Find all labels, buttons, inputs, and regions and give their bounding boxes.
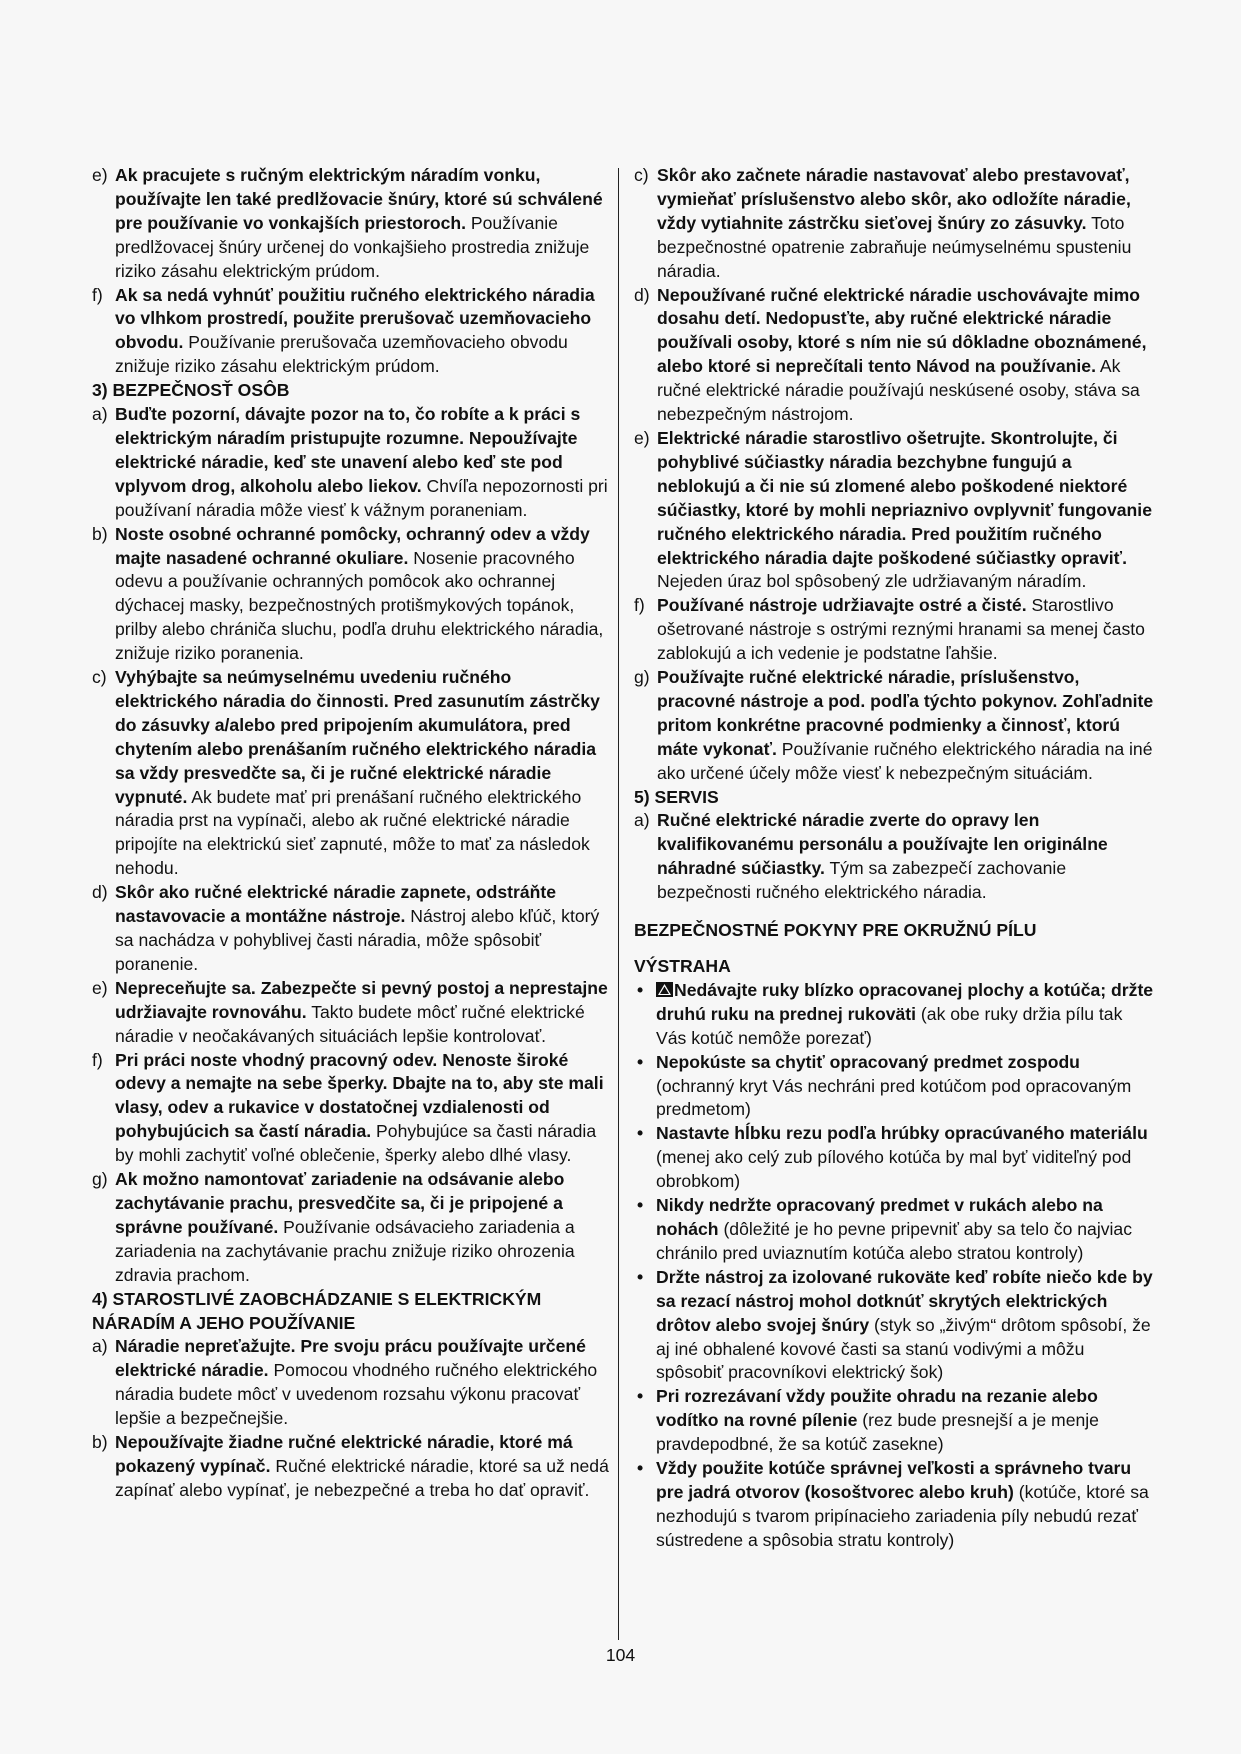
right-column [634, 164, 1154, 1553]
bullet-item: • Nikdy nedržte opracovaný predmet v rukách alebo na nohách (dôležité je ho pevne pripevniť aby sa telo čo najviac chránilo pred uviaznutím kotúča alebo stratou kontroly) [637, 1195, 1133, 1263]
item-c-unintentional-start: c) Vyhýbajte sa neúmyselnému uvedeniu ručného elektrického náradia do činnosti. Pred zasunutím zástrčky do zásuvky a/alebo pred pripojením akumulátora, pred chytením alebo prenášaním ručného elektrického náradia sa vždy presvedčte sa, či je ručné elektrické náradie vypnuté. Ak budete mať pri prenášaní ručného elektrického náradia prst na vypínači, alebo ak ručné elektrické náradie pripojíte na elektrickú sieť zapnuté, môže to mať za následok nehodu. [92, 667, 600, 879]
section-title-circular-saw: BEZPEČNOSTNÉ POKYNY PRE OKRUŽNÚ PÍLU [634, 920, 1037, 941]
item-a-service: a) Ručné elektrické náradie zverte do opravy len kvalifikovanému personálu a používajte len originálne náhradné súčiastky. Tým sa zabezpečí zachovanie bezpečnosti ručného elektrického náradia. [634, 810, 1108, 903]
item-a-no-overload: a) Náradie nepreťažujte. Pre svoju prácu používajte určené elektrické náradie. Pomocou vhodného ručného elektrického náradia budete môcť v uvedenom rozsahu výkonu pracovať lepšie a bezpečnejšie. [92, 1336, 598, 1429]
section-heading-service: 5) SERVIS [634, 786, 719, 807]
bullet-item: • Nepokúste sa chytiť opracovaný predmet zospodu (ochranný kryt Vás nechráni pred kotúčom pod opracovaným predmetom) [637, 1051, 1132, 1120]
page-number: 104 [605, 1645, 636, 1665]
item-f-rcd: f) Ak sa nedá vyhnúť použitiu ručného elektrického náradia vo vlhkom prostredí, použite prerušovač uzemňovacieho obvodu. Používanie prerušovača uzemňovacieho obvodu znižuje riziko zásahu elektrickým prúdom. [92, 284, 595, 377]
item-f-sharp-tools: f) Používané nástroje udržiavajte ostré a čisté. Starostlivo ošetrované nástroje s ostrými reznými hranami sa menej často zablokujú a ich vedenie je podstatne ľahšie. [634, 595, 1145, 664]
item-e-balance: e) Nepreceňujte sa. Zabezpečte si pevný postoj a neprestajne udržiavajte rovnováhu. Takto budete môcť ručné elektrické náradie v neočakávaných situáciách lepšie kontrolovať. [92, 977, 608, 1046]
item-e-maintain: e) Elektrické náradie starostlivo ošetrujte. Skontrolujte, či pohyblivé súčiastky náradia bezchybne fungujú a neblokujú a či nie sú zlomené alebo poškodené niektoré súčiastky, ktoré by mohli nepriaznivo ovplyvniť fungovanie ručného elektrického náradia. Pred použitím ručného elektrického náradia dajte poškodené súčiastky opraviť. Nejeden úraz bol spôsobený zle udržiavaným náradím. [634, 427, 1152, 592]
item-d-remove-keys: d) Skôr ako ručné elektrické náradie zapnete, odstráňte nastavovacie a montážne nástroje. Nástroj alebo kľúč, ktorý sa nachádza v pohyblivej časti náradia, môže spôsobiť poranenie. [92, 882, 600, 974]
warning-title: VÝSTRAHA [634, 956, 731, 976]
item-g-dust-extraction: g) Ak možno namontovať zariadenie na odsávanie alebo zachytávanie prachu, presvedčite sa, či je pripojené a správne používané. Používanie odsávacieho zariadenia a zariadenia na zachytávanie prachu znižuje riziko ohrozenia zdravia prachom. [92, 1169, 575, 1285]
item-b-faulty-switch: b) Nepoužívajte žiadne ručné elektrické náradie, ktoré má pokazený vypínač. Ručné elektrické náradie, ktoré sa už nedá zapínať alebo vypínať, je nebezpečné a treba ho dať opraviť. [92, 1432, 609, 1500]
left-column [92, 164, 618, 1503]
bullet-item: • Nastavte hĺbku rezu podľa hrúbky opracúvaného materiálu (menej ako celý zub pílového kotúča by mal byť viditeľný pod obrobkom) [637, 1123, 1148, 1192]
bullet-item: • Nedávajte ruky blízko opracovanej plochy a kotúča; držte druhú ruku na prednej rukoväti (ak obe ruky držia pílu tak Vás kotúč nemôže porezať) [637, 979, 1154, 1048]
item-a-stay-alert: a) Buďte pozorní, dávajte pozor na to, čo robíte a k práci s elektrickým náradím pristupujte rozumne. Nepoužívajte elektrické náradie, keď ste unavení alebo keď ste pod vplyvom drog, alkoholu alebo liekov. Chvíľa nepozornosti pri používaní náradia môže viesť k vážnym poraneniam. [92, 404, 608, 520]
bullet-item: • Držte nástroj za izolované rukoväte keď robíte niečo kde by sa rezací nástroj mohol dotknúť skrytých elektrických drôtov alebo svojej šnúry (styk so „živým“ drôtom spôsobí, že aj iné obhalené kovové časti sa stanú vodivými a môžu spôsobiť pracovníkovi elektrický šok) [637, 1266, 1153, 1383]
column-divider [618, 168, 619, 1640]
item-f-clothing: f) Pri práci noste vhodný pracovný odev. Nenoste široké odevy a nemajte na sebe šperky. Dbajte na to, aby ste mali vlasy, odev a rukavice v dostatočnej vzdialenosti od pohybujúcich sa častí náradia. Pohybujúce sa časti náradia by mohli zachytiť voľné oblečenie, šperky alebo dlhé vlasy. [92, 1049, 604, 1166]
item-e-extension-cords: e) Ak pracujete s ručným elektrickým náradím vonku, používajte len také predlžovacie šnúry, ktoré sú schválené pre používanie vo vonkajších priestoroch. Používanie predlžovacej šnúry určenej do vonkajšieho prostredia znižuje riziko zásahu elektrickým prúdom. [92, 165, 603, 281]
section-heading-tool-care: 4) STAROSTLIVÉ ZAOBCHÁDZANIE S ELEKTRICKÝM NÁRADÍM A JEHO POUŽÍVANIE [92, 1288, 542, 1333]
item-g-use-per-instructions: g) Používajte ručné elektrické náradie, príslušenstvo, pracovné nástroje a pod. podľa týchto pokynov. Zohľadnite pritom konkrétne pracovné podmienky a činnosť, ktorú máte vykonať. Používanie ručného elektrického náradia na iné ako určené účely môže viesť k nebezpečným situáciám. [634, 667, 1154, 783]
bullet-item: • Vždy použite kotúče správnej veľkosti a správneho tvaru pre jadrá otvorov (kosoštvorec alebo kruh) (kotúče, ktoré sa nezhodujú s tvarom pripínacieho zariadenia píly nebudú rezať sústredene a spôsobia stratu kontroly) [637, 1458, 1149, 1550]
section-heading-personal-safety: 3) BEZPEČNOSŤ OSÔB [92, 380, 290, 401]
item-c-unplug: c) Skôr ako začnete náradie nastavovať alebo prestavovať, vymieňať príslušenstvo alebo skôr, ako odložíte náradie, vždy vytiahnite zástrčku sieťovej šnúry zo zásuvky. Toto bezpečnostné opatrenie zabraňuje neúmyselnému spusteniu náradia. [634, 165, 1132, 281]
item-b-protective-equipment: b) Noste osobné ochranné pomôcky, ochranný odev a vždy majte nasadené ochranné okuliare. Nosenie pracovného odevu a používanie ochranných pomôcok ako ochrannej dýchacej masky, bezpečnostných protišmykových topánok, prilby alebo chrániča sluchu, podľa druhu elektrického náradia, znižuje riziko poranenia. [92, 523, 604, 664]
warning-triangle-icon [656, 980, 673, 995]
item-d-store-away: d) Nepoužívané ručné elektrické náradie uschovávajte mimo dosahu detí. Nedopusťte, aby ručné elektrické náradie používali osoby, ktoré s ním nie sú dôkladne oboznámené, alebo ktoré si neprečítali tento Návod na používanie. Ak ručné elektrické náradie používajú neskúsené osoby, stáva sa nebezpečným nástrojom. [634, 284, 1147, 425]
bullet-item: • Pri rozrezávaní vždy použite ohradu na rezanie alebo vodítko na rovné pílenie (rez bude presnejší a je menje pravdepodbné, že sa kotúč zasekne) [637, 1386, 1099, 1455]
